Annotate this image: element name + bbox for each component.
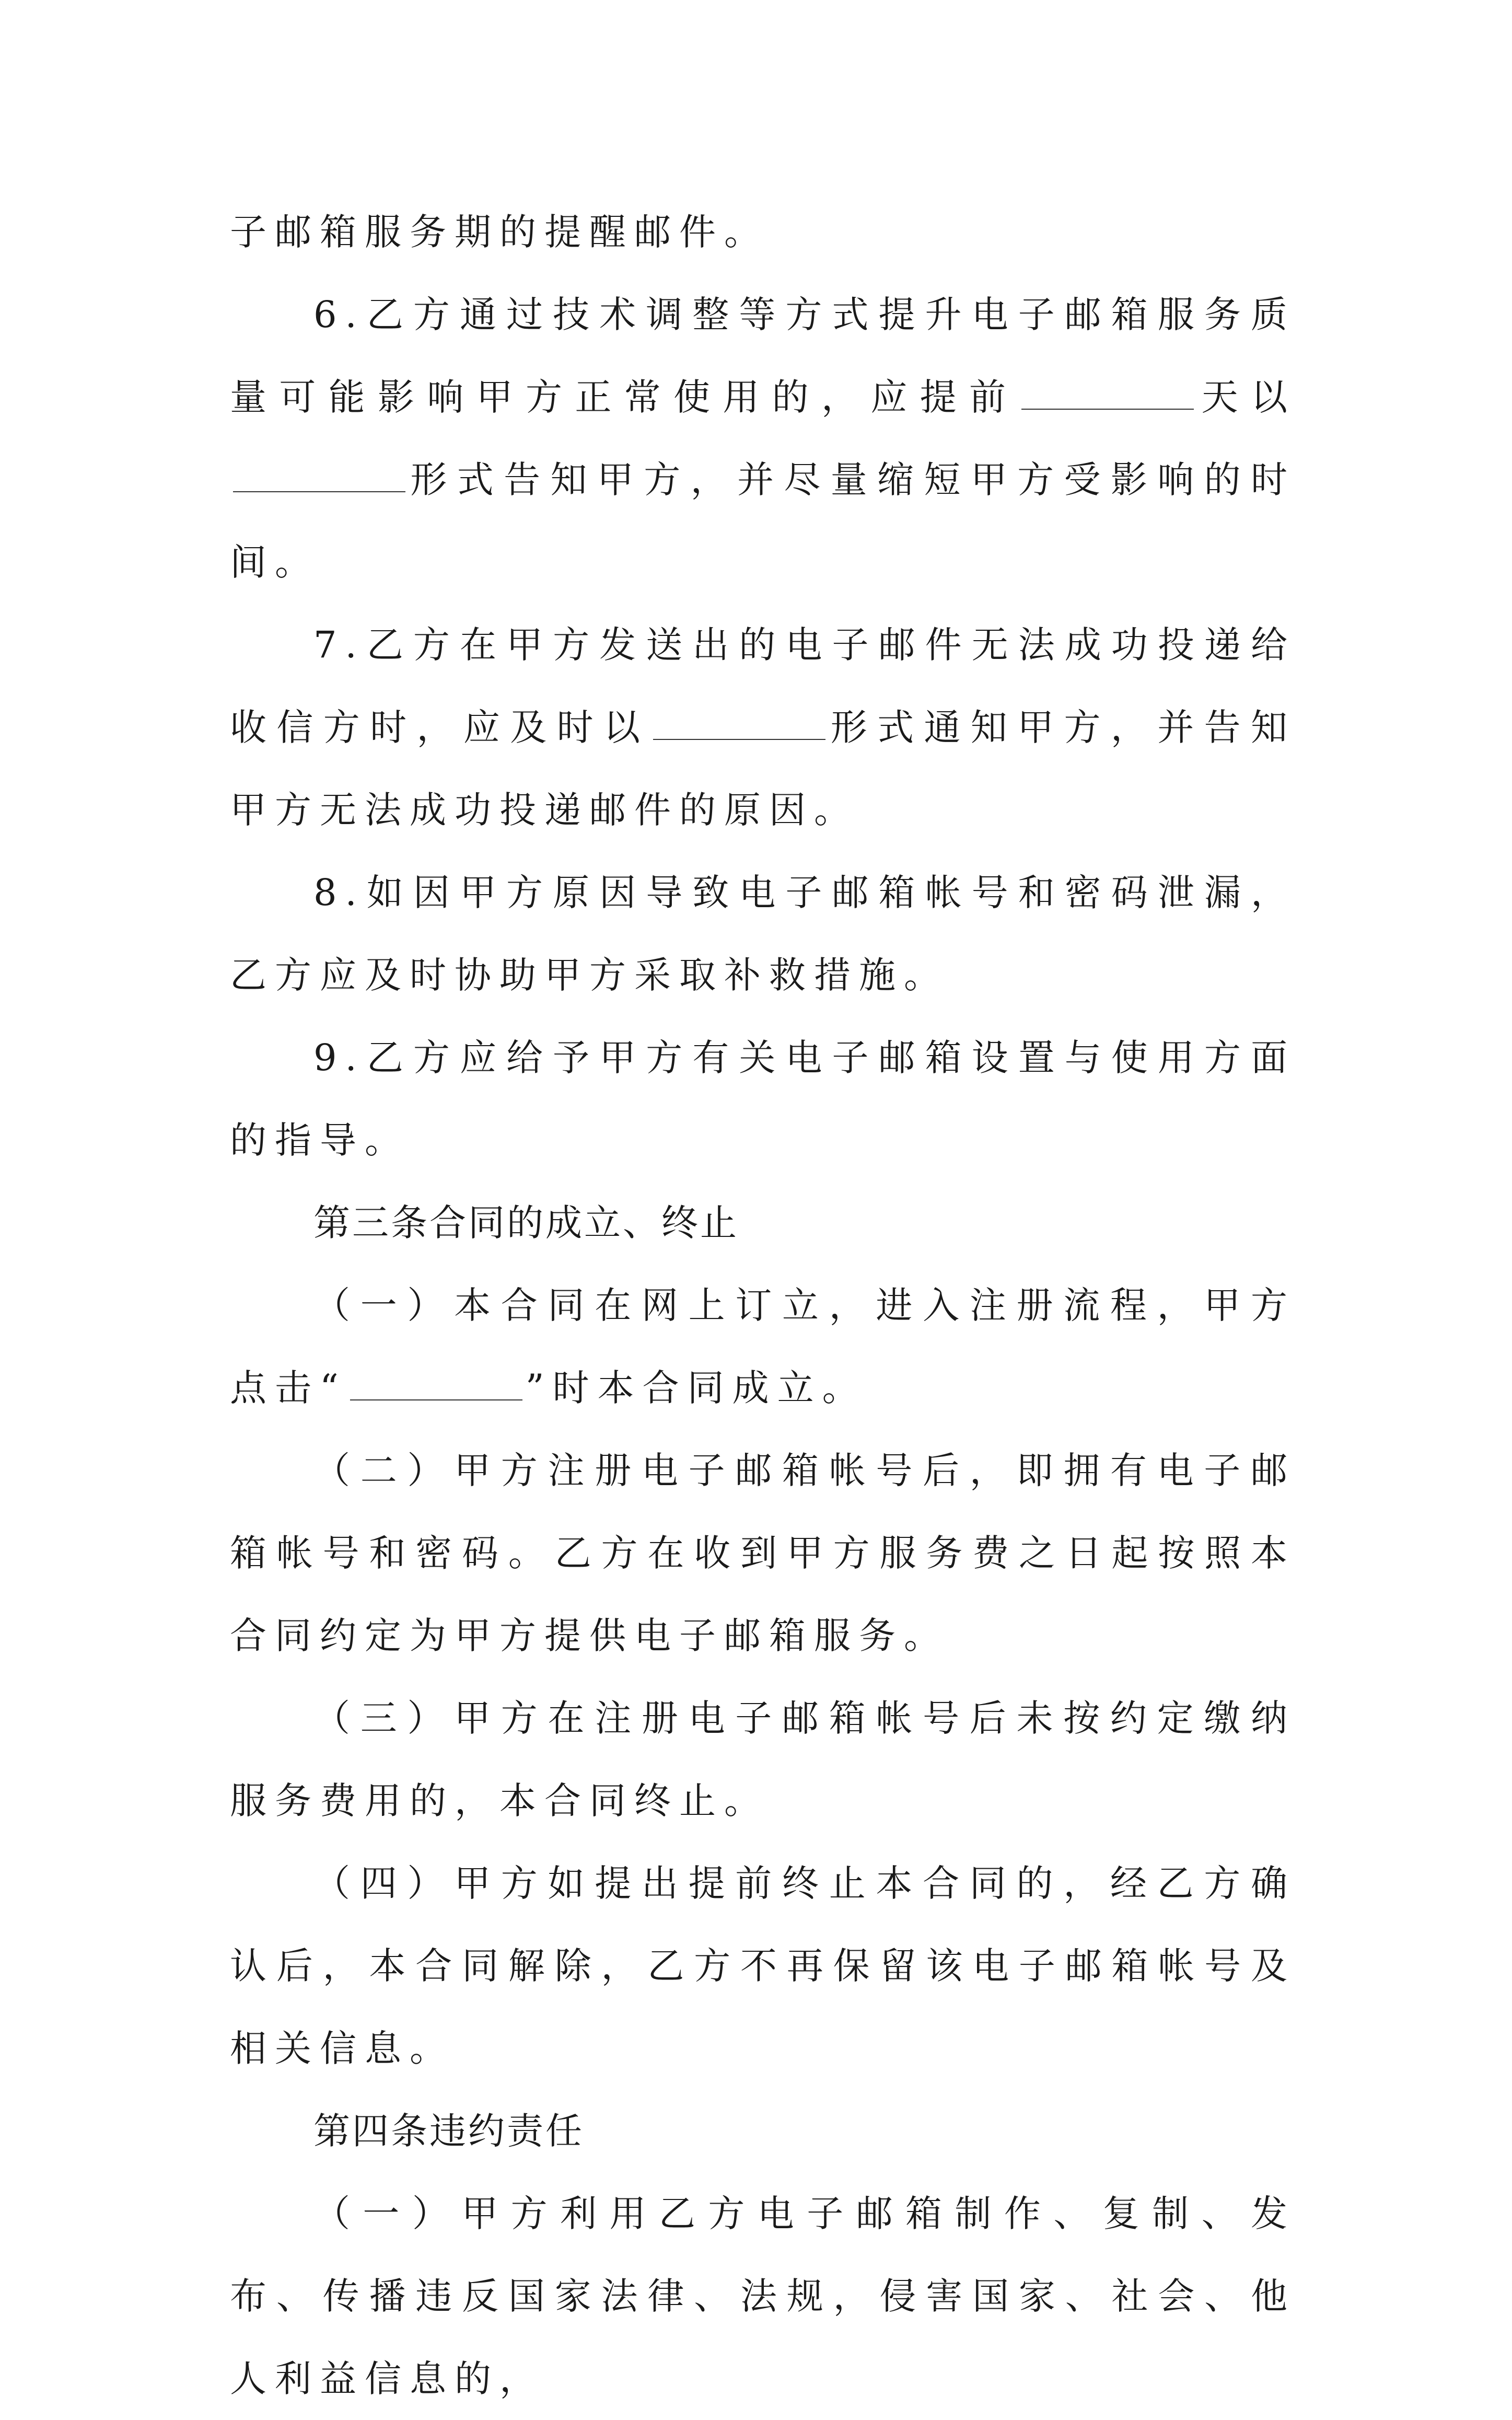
paragraph-text: 8.如因甲方原因导致电子邮箱帐号和密码泄漏，乙方应及时协助甲方采取补救措施。 — [230, 871, 1296, 997]
paragraph-text: 7.乙方在甲方发送出的电子邮件无法成功投递给收信方时，应及时以 — [230, 623, 1296, 749]
paragraph-text: 6.乙方通过技术调整等方式提升电子邮箱服务质量可能影响甲方正常使用的，应提前 — [230, 293, 1296, 419]
paragraph-text: （一）本合同在网上订立，进入注册流程，甲方点击“ — [230, 1284, 1296, 1409]
heading-text: 第三条合同的成立、终止 — [313, 1201, 739, 1244]
clause-8 — [230, 851, 1296, 1016]
blank-line — [1021, 377, 1194, 410]
paragraph-text: （二）甲方注册电子邮箱帐号后，即拥有电子邮箱帐号和密码。乙方在收到甲方服务费之日起按照本合同约定为甲方提供电子邮箱服务。 — [230, 1449, 1296, 1657]
paragraph-continuation — [230, 191, 1296, 273]
article-3-item-2 — [230, 1429, 1296, 1677]
clause-6 — [230, 273, 1296, 604]
paragraph-text: 9.乙方应给予甲方有关电子邮箱设置与使用方面的指导。 — [230, 1036, 1296, 1162]
article-3-heading — [230, 1182, 1296, 1264]
heading-text: 第四条违约责任 — [313, 2110, 584, 2152]
article-3-item-1 — [230, 1264, 1296, 1429]
paragraph-text: （四）甲方如提出提前终止本合同的，经乙方确认后，本合同解除，乙方不再保留该电子邮箱帐号及相关信息。 — [230, 1862, 1296, 2070]
article-4-item-1 — [230, 2172, 1296, 2420]
clause-7 — [230, 604, 1296, 851]
paragraph-text: 子邮箱服务期的提醒邮件。 — [230, 211, 769, 253]
blank-line — [233, 460, 405, 492]
paragraph-text: 形式告知甲方，并尽量缩短甲方受影响的时间。 — [230, 458, 1296, 584]
paragraph-text: ”时本合同成立。 — [525, 1367, 867, 1409]
document-body — [230, 191, 1296, 2420]
article-4-heading — [230, 2090, 1296, 2172]
paragraph-text: 天以 — [1197, 376, 1296, 419]
blank-line — [350, 1368, 522, 1400]
paragraph-text: （一）甲方利用乙方电子邮箱制作、复制、发布、传播违反国家法律、法规，侵害国家、社会、他人利益信息的， — [230, 2192, 1296, 2400]
article-3-item-4 — [230, 1842, 1296, 2090]
paragraph-text: （三）甲方在注册电子邮箱帐号后未按约定缴纳服务费用的，本合同终止。 — [230, 1697, 1296, 1822]
clause-9 — [230, 1016, 1296, 1182]
article-3-item-3 — [230, 1677, 1296, 1842]
blank-line — [653, 708, 825, 740]
paragraph-text: 形式通知甲方，并告知甲方无法成功投递邮件的原因。 — [230, 706, 1296, 831]
